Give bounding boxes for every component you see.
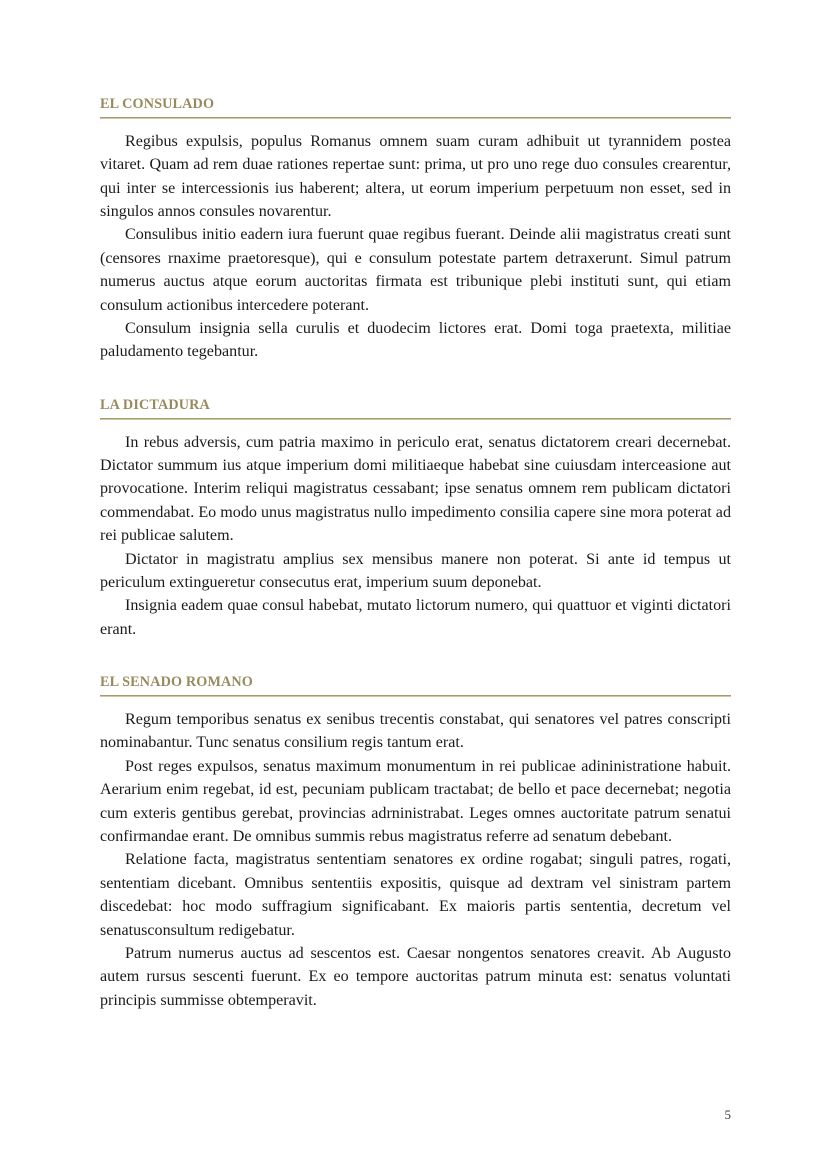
paragraph: Patrum numerus auctus ad sescentos est. Caesar nongentos senatores creavit. Ab Augusto autem rursus sescenti fuerunt. Ex eo tempore auctoritas patrum minuta est: senatus voluntati principis summisse obtemperavit. [100, 945, 731, 1009]
section-el-consulado [100, 96, 731, 364]
paragraph: Consulibus initio eadern iura fuerunt quae regibus fuerant. Deinde alii magistratus creati sunt (censores rnaxime praetoresque), qui e consulum potestate partem detraxerunt. Simul patrum numerus auctus atque eorum auctoritas firmata est tribunique plebi instituti sunt, qui etiam consulum actionibus intercedere poterant. [100, 226, 731, 314]
paragraph: Consulum insignia sella curulis et duodecim lictores erat. Domi toga praetexta, militiae paludamento tegebantur. [100, 320, 731, 361]
section-heading: EL SENADO ROMANO [100, 674, 253, 691]
section-la-dictadura [100, 397, 731, 641]
page-content [100, 96, 731, 1012]
section-heading: EL CONSULADO [100, 96, 215, 112]
heading-rule [100, 117, 731, 119]
paragraph: Dictator in magistratu amplius sex mensibus manere non poterat. Si ante id tempus ut periculum extingueretur consecutus erat, imperium suum deponebat. [100, 550, 731, 591]
paragraph: Regum temporibus senatus ex senibus trecentis constabat, qui senatores vel patres conscripti nominabantur. Tunc senatus consilium regis tantum erat. [100, 710, 731, 752]
section-el-senado-romano [100, 674, 731, 1012]
heading-rule [100, 418, 731, 420]
paragraph: Relatione facta, magistratus sententiam senatores ex ordine rogabat; singuli patres, rogati, sententiam dicebant. Omnibus sententiis expositis, quisque ad dextram vel sinistram partem discedebat: hoc modo suffragium significabant. Ex maioris partis sententia, decretum vel senatusconsultum redigebatur. [100, 851, 731, 939]
paragraph: Regibus expulsis, populus Romanus omnem suam curam adhibuit ut tyrannidem postea vitaret. Quam ad rem duae rationes repertae sunt: prima, ut pro uno rege duo consules crearentur, qui inter se intercessionis ius haberent; altera, ut eorum imperium perpetuum non esset, sed in singulos annos consules novarentur. [100, 132, 731, 220]
paragraph: Insignia eadem quae consul habebat, mutato lictorum numero, qui quattuor et viginti dictatori erant. [100, 597, 731, 638]
section-heading: LA DICTADURA [100, 396, 210, 413]
paragraph: In rebus adversis, cum patria maximo in periculo erat, senatus dictatorem creari decernebat. Dictator summum ius atque imperium domi militiaeque habebat sine cuiusdam interceasione aut provocatione. Interim reliqui magistratus cessabant; ipse senatus omnem rem publicam dictatori commendabat. Eo modo unus magistratus nullo impedimento consilia capere sine mora poterat ad rei publicae salutem. [100, 433, 731, 545]
heading-rule [100, 695, 731, 697]
page-number: 5 [724, 1107, 731, 1122]
paragraph: Post reges expulsos, senatus maximum monumentum in rei publicae adininistratione habuit. Aerarium enim regebat, id est, pecuniam publicam tractabat; de bello et pace decernebat; negotia cum exteris gentibus gerebat, provincias adrninistrabat. Leges omnes auctoritate patrum senatui confirmandae erant. De omnibus summis rebus magistratus referre ad senatum debebant. [100, 757, 731, 845]
